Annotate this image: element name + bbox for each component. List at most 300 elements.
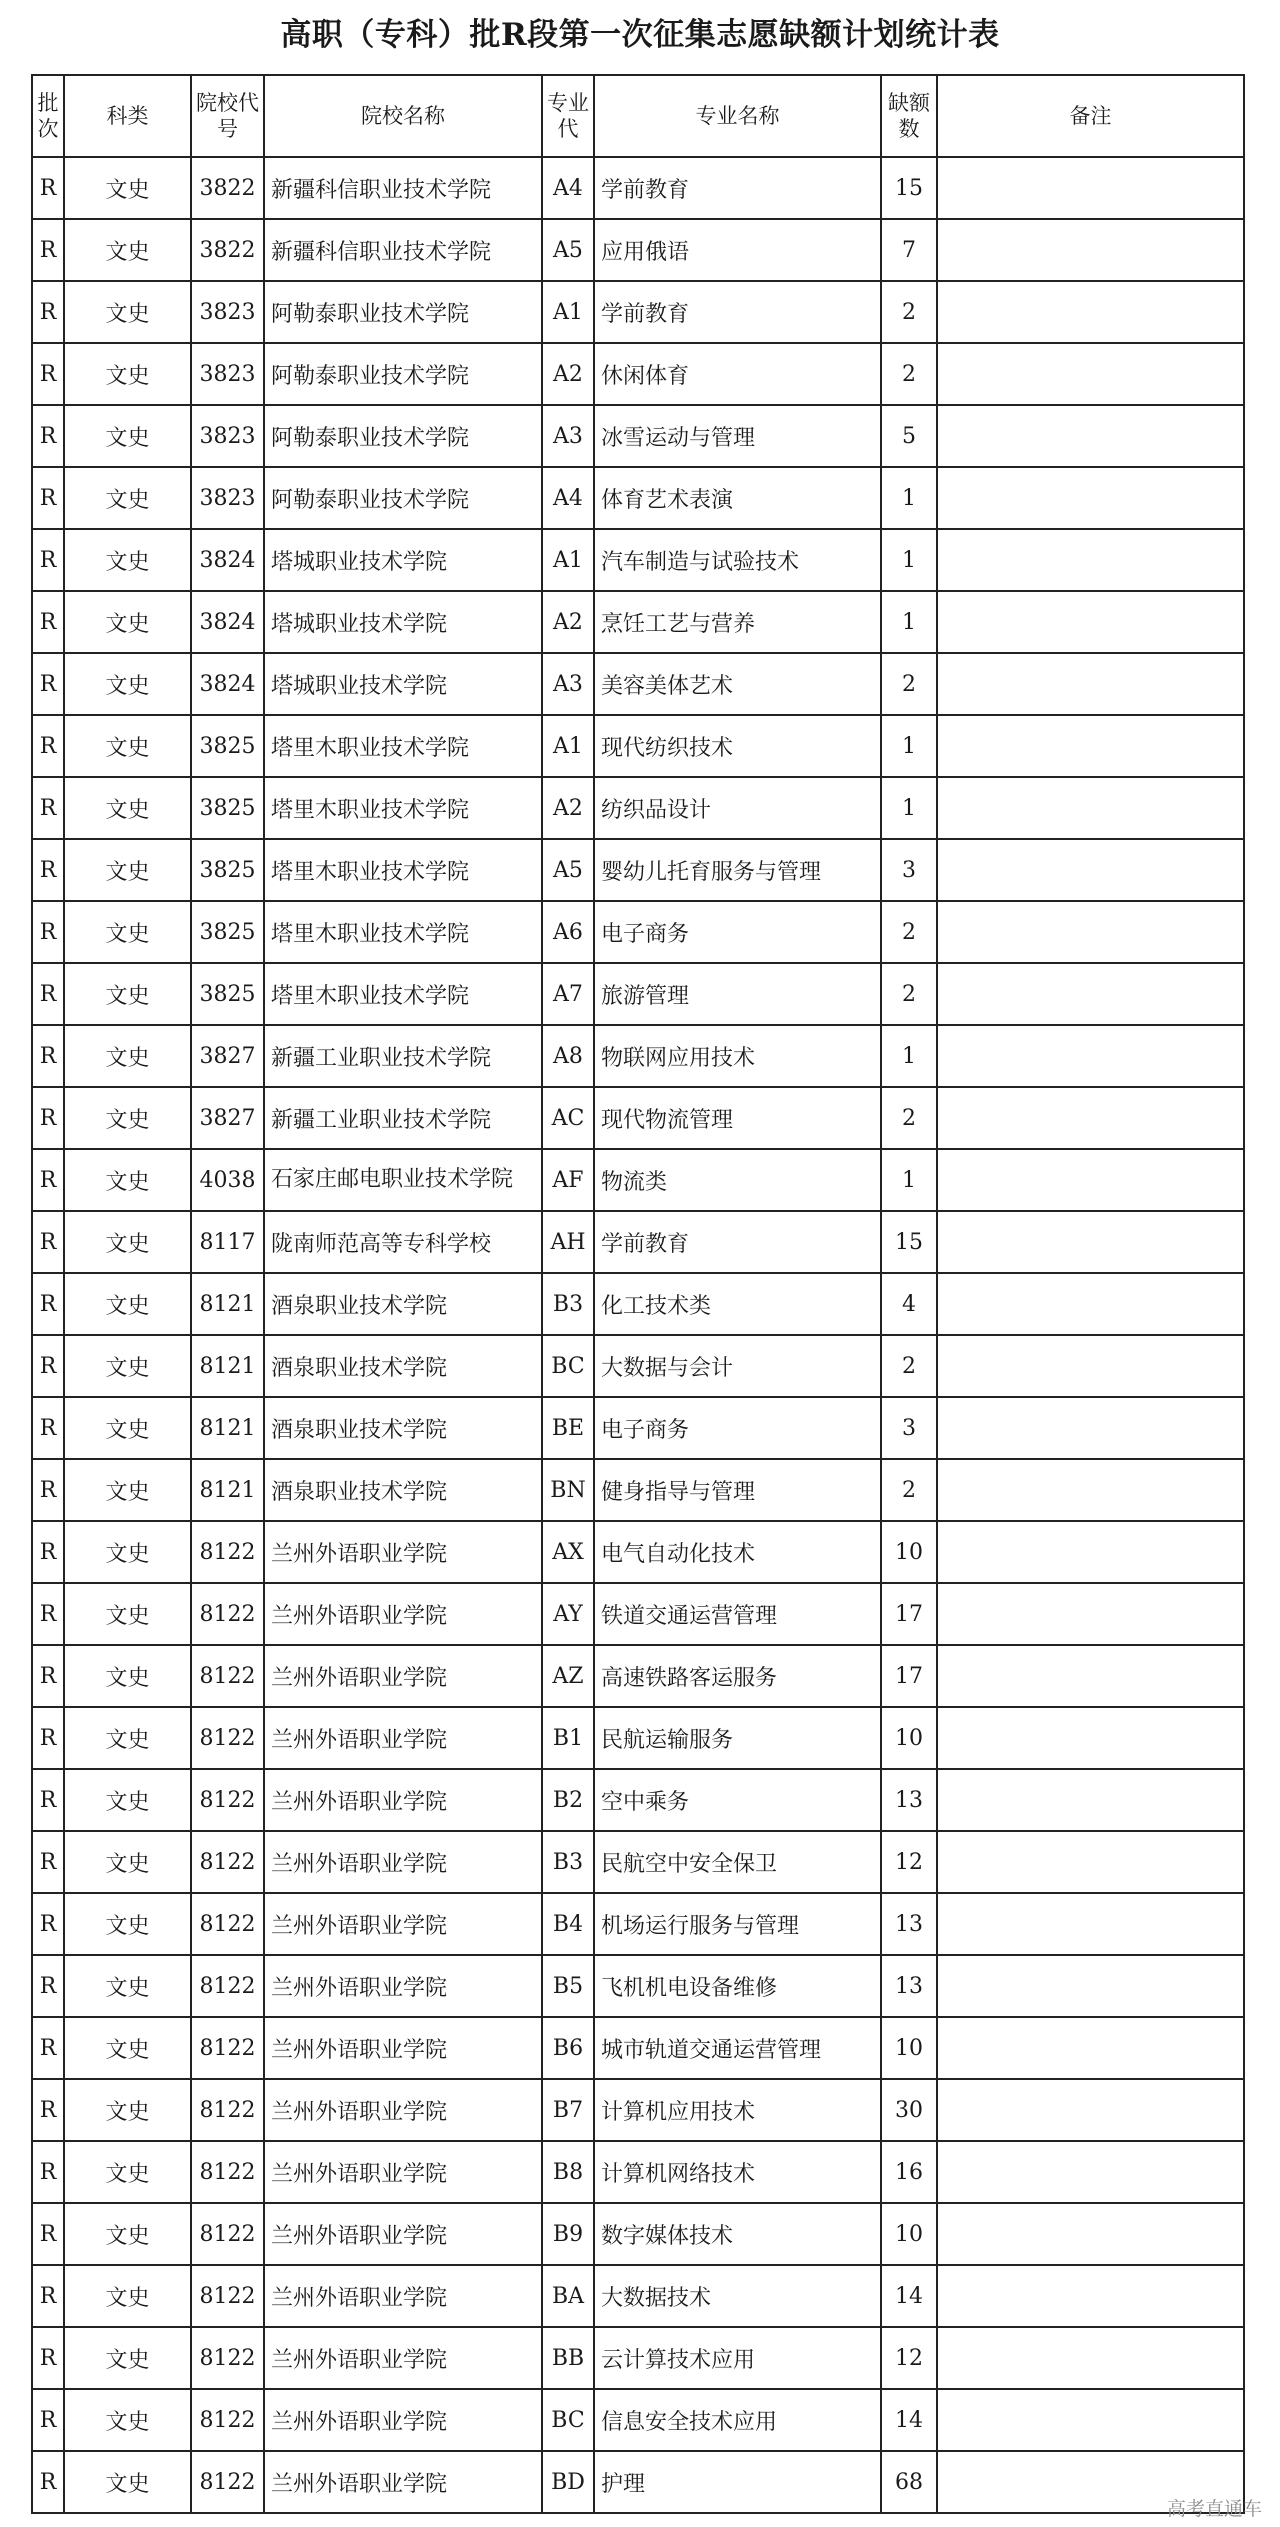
cell-vacancy: 1 — [881, 591, 937, 653]
cell-batch: R — [32, 467, 64, 529]
cell-school-code: 3827 — [191, 1087, 264, 1149]
cell-major-code: AC — [542, 1087, 594, 1149]
cell-category: 文史 — [64, 1955, 191, 2017]
cell-school-code: 8117 — [191, 1211, 264, 1273]
cell-category: 文史 — [64, 1645, 191, 1707]
cell-category: 文史 — [64, 343, 191, 405]
cell-vacancy: 2 — [881, 1459, 937, 1521]
cell-school-name: 酒泉职业技术学院 — [264, 1459, 542, 1521]
cell-batch: R — [32, 715, 64, 777]
cell-school-name: 陇南师范高等专科学校 — [264, 1211, 542, 1273]
table-row — [32, 281, 1244, 343]
cell-school-code: 8122 — [191, 1831, 264, 1893]
cell-remark — [937, 1521, 1244, 1583]
cell-school-code: 3827 — [191, 1025, 264, 1087]
cell-major-name: 旅游管理 — [594, 963, 881, 1025]
cell-category: 文史 — [64, 2327, 191, 2389]
cell-remark — [937, 2327, 1244, 2389]
cell-school-code: 8121 — [191, 1273, 264, 1335]
cell-major-name: 大数据技术 — [594, 2265, 881, 2327]
table-row — [32, 1087, 1244, 1149]
cell-vacancy: 15 — [881, 157, 937, 219]
cell-vacancy: 14 — [881, 2265, 937, 2327]
cell-school-code: 3823 — [191, 281, 264, 343]
cell-major-code: A4 — [542, 467, 594, 529]
cell-batch: R — [32, 343, 64, 405]
cell-batch: R — [32, 1893, 64, 1955]
table-row — [32, 2327, 1244, 2389]
cell-major-code: B2 — [542, 1769, 594, 1831]
cell-school-name: 塔里木职业技术学院 — [264, 901, 542, 963]
cell-vacancy: 12 — [881, 1831, 937, 1893]
cell-major-code: A4 — [542, 157, 594, 219]
cell-major-code: B7 — [542, 2079, 594, 2141]
cell-school-code: 3824 — [191, 653, 264, 715]
cell-school-code: 4038 — [191, 1149, 264, 1211]
cell-major-name: 健身指导与管理 — [594, 1459, 881, 1521]
cell-major-name: 物联网应用技术 — [594, 1025, 881, 1087]
cell-major-code: AX — [542, 1521, 594, 1583]
cell-batch: R — [32, 1707, 64, 1769]
cell-major-code: B9 — [542, 2203, 594, 2265]
cell-remark — [937, 1769, 1244, 1831]
cell-category: 文史 — [64, 715, 191, 777]
cell-batch: R — [32, 2327, 64, 2389]
cell-batch: R — [32, 2451, 64, 2513]
cell-school-code: 8122 — [191, 2389, 264, 2451]
cell-school-code: 8122 — [191, 1521, 264, 1583]
cell-remark — [937, 963, 1244, 1025]
table-row — [32, 715, 1244, 777]
cell-school-code: 3823 — [191, 343, 264, 405]
cell-category: 文史 — [64, 1583, 191, 1645]
table-row — [32, 591, 1244, 653]
cell-major-name: 电子商务 — [594, 901, 881, 963]
cell-school-name: 阿勒泰职业技术学院 — [264, 343, 542, 405]
cell-vacancy: 17 — [881, 1645, 937, 1707]
cell-major-name: 信息安全技术应用 — [594, 2389, 881, 2451]
cell-school-name: 新疆科信职业技术学院 — [264, 219, 542, 281]
cell-batch: R — [32, 901, 64, 963]
cell-batch: R — [32, 653, 64, 715]
cell-vacancy: 14 — [881, 2389, 937, 2451]
table-row — [32, 1025, 1244, 1087]
header-school-name: 院校名称 — [264, 75, 542, 157]
cell-school-name: 塔城职业技术学院 — [264, 653, 542, 715]
cell-vacancy: 2 — [881, 343, 937, 405]
cell-vacancy: 2 — [881, 1335, 937, 1397]
cell-major-code: BN — [542, 1459, 594, 1521]
cell-school-name: 塔里木职业技术学院 — [264, 715, 542, 777]
cell-school-name: 兰州外语职业学院 — [264, 2203, 542, 2265]
cell-school-code: 8122 — [191, 1583, 264, 1645]
cell-vacancy: 3 — [881, 839, 937, 901]
table-row — [32, 2141, 1244, 2203]
cell-remark — [937, 1955, 1244, 2017]
cell-batch: R — [32, 281, 64, 343]
cell-remark — [937, 1211, 1244, 1273]
cell-major-code: A2 — [542, 777, 594, 839]
cell-major-code: B6 — [542, 2017, 594, 2079]
cell-major-code: AF — [542, 1149, 594, 1211]
cell-major-name: 城市轨道交通运营管理 — [594, 2017, 881, 2079]
cell-batch: R — [32, 405, 64, 467]
cell-category: 文史 — [64, 1025, 191, 1087]
table-row — [32, 1893, 1244, 1955]
cell-category: 文史 — [64, 1769, 191, 1831]
table-row — [32, 2017, 1244, 2079]
table-row — [32, 1955, 1244, 2017]
cell-school-code: 3825 — [191, 839, 264, 901]
cell-major-name: 高速铁路客运服务 — [594, 1645, 881, 1707]
cell-school-code: 3823 — [191, 467, 264, 529]
cell-school-code: 8122 — [191, 1645, 264, 1707]
cell-remark — [937, 529, 1244, 591]
cell-vacancy: 12 — [881, 2327, 937, 2389]
cell-major-name: 电子商务 — [594, 1397, 881, 1459]
cell-major-name: 应用俄语 — [594, 219, 881, 281]
cell-major-name: 飞机机电设备维修 — [594, 1955, 881, 2017]
cell-category: 文史 — [64, 963, 191, 1025]
cell-batch: R — [32, 2389, 64, 2451]
cell-major-name: 机场运行服务与管理 — [594, 1893, 881, 1955]
cell-remark — [937, 2389, 1244, 2451]
cell-batch: R — [32, 1645, 64, 1707]
header-category: 科类 — [64, 75, 191, 157]
table-row — [32, 2203, 1244, 2265]
header-major-name: 专业名称 — [594, 75, 881, 157]
cell-school-name: 兰州外语职业学院 — [264, 2389, 542, 2451]
cell-school-code: 3825 — [191, 715, 264, 777]
cell-category: 文史 — [64, 281, 191, 343]
cell-category: 文史 — [64, 529, 191, 591]
header-batch: 批次 — [32, 75, 64, 157]
cell-batch: R — [32, 1211, 64, 1273]
cell-school-name: 兰州外语职业学院 — [264, 2265, 542, 2327]
cell-major-name: 现代物流管理 — [594, 1087, 881, 1149]
cell-batch: R — [32, 1025, 64, 1087]
cell-category: 文史 — [64, 653, 191, 715]
cell-school-name: 兰州外语职业学院 — [264, 1645, 542, 1707]
cell-major-code: AZ — [542, 1645, 594, 1707]
table-row — [32, 1831, 1244, 1893]
cell-school-name: 兰州外语职业学院 — [264, 1769, 542, 1831]
cell-school-code: 8121 — [191, 1397, 264, 1459]
cell-vacancy: 7 — [881, 219, 937, 281]
table-row — [32, 653, 1244, 715]
cell-school-name: 酒泉职业技术学院 — [264, 1335, 542, 1397]
cell-vacancy: 13 — [881, 1769, 937, 1831]
cell-vacancy: 2 — [881, 963, 937, 1025]
cell-school-name: 塔城职业技术学院 — [264, 591, 542, 653]
table-header-row — [32, 75, 1244, 157]
cell-school-name: 兰州外语职业学院 — [264, 2079, 542, 2141]
cell-category: 文史 — [64, 1893, 191, 1955]
cell-batch: R — [32, 1087, 64, 1149]
cell-school-code: 3823 — [191, 405, 264, 467]
table-row — [32, 1273, 1244, 1335]
cell-vacancy: 16 — [881, 2141, 937, 2203]
cell-category: 文史 — [64, 839, 191, 901]
cell-major-code: BD — [542, 2451, 594, 2513]
cell-vacancy: 2 — [881, 281, 937, 343]
table-row — [32, 2265, 1244, 2327]
cell-remark — [937, 1893, 1244, 1955]
cell-school-code: 8122 — [191, 1769, 264, 1831]
vacancy-table — [31, 74, 1245, 2514]
table-row — [32, 2451, 1244, 2513]
cell-category: 文史 — [64, 1087, 191, 1149]
cell-school-name: 新疆科信职业技术学院 — [264, 157, 542, 219]
cell-remark — [937, 467, 1244, 529]
cell-remark — [937, 715, 1244, 777]
cell-school-name: 兰州外语职业学院 — [264, 2327, 542, 2389]
cell-school-name: 兰州外语职业学院 — [264, 1831, 542, 1893]
cell-major-name: 民航运输服务 — [594, 1707, 881, 1769]
cell-school-name: 阿勒泰职业技术学院 — [264, 281, 542, 343]
cell-major-name: 铁道交通运营管理 — [594, 1583, 881, 1645]
cell-major-name: 学前教育 — [594, 281, 881, 343]
cell-remark — [937, 1831, 1244, 1893]
cell-vacancy: 1 — [881, 1149, 937, 1211]
cell-batch: R — [32, 1149, 64, 1211]
cell-category: 文史 — [64, 1335, 191, 1397]
cell-vacancy: 1 — [881, 777, 937, 839]
cell-batch: R — [32, 2141, 64, 2203]
cell-batch: R — [32, 1459, 64, 1521]
header-major-code: 专业代 — [542, 75, 594, 157]
cell-remark — [937, 2017, 1244, 2079]
cell-remark — [937, 281, 1244, 343]
cell-category: 文史 — [64, 2203, 191, 2265]
cell-category: 文史 — [64, 1521, 191, 1583]
cell-remark — [937, 2141, 1244, 2203]
cell-major-name: 学前教育 — [594, 157, 881, 219]
cell-remark — [937, 1025, 1244, 1087]
cell-category: 文史 — [64, 901, 191, 963]
table-row — [32, 1149, 1244, 1211]
cell-batch: R — [32, 1769, 64, 1831]
cell-major-name: 计算机应用技术 — [594, 2079, 881, 2141]
cell-vacancy: 1 — [881, 529, 937, 591]
cell-major-name: 民航空中安全保卫 — [594, 1831, 881, 1893]
cell-batch: R — [32, 219, 64, 281]
cell-major-name: 护理 — [594, 2451, 881, 2513]
cell-school-name: 兰州外语职业学院 — [264, 1893, 542, 1955]
cell-vacancy: 2 — [881, 901, 937, 963]
cell-major-name: 数字媒体技术 — [594, 2203, 881, 2265]
cell-vacancy: 13 — [881, 1893, 937, 1955]
cell-major-code: BB — [542, 2327, 594, 2389]
cell-major-name: 休闲体育 — [594, 343, 881, 405]
cell-batch: R — [32, 157, 64, 219]
cell-school-name: 兰州外语职业学院 — [264, 1707, 542, 1769]
cell-major-code: A2 — [542, 343, 594, 405]
cell-remark — [937, 591, 1244, 653]
cell-major-code: A2 — [542, 591, 594, 653]
cell-major-code: BA — [542, 2265, 594, 2327]
table-row — [32, 343, 1244, 405]
cell-batch: R — [32, 1831, 64, 1893]
cell-school-name: 塔里木职业技术学院 — [264, 963, 542, 1025]
cell-school-code: 8122 — [191, 2327, 264, 2389]
cell-school-name: 塔里木职业技术学院 — [264, 839, 542, 901]
cell-major-code: A1 — [542, 281, 594, 343]
cell-major-code: B3 — [542, 1831, 594, 1893]
cell-major-code: A3 — [542, 653, 594, 715]
cell-vacancy: 1 — [881, 715, 937, 777]
cell-remark — [937, 1459, 1244, 1521]
cell-vacancy: 10 — [881, 1707, 937, 1769]
table-row — [32, 467, 1244, 529]
cell-category: 文史 — [64, 1273, 191, 1335]
cell-major-code: AH — [542, 1211, 594, 1273]
page-title: 高职（专科）批R段第一次征集志愿缺额计划统计表 — [280, 17, 1000, 53]
cell-remark — [937, 405, 1244, 467]
cell-school-code: 3825 — [191, 963, 264, 1025]
cell-school-code: 8121 — [191, 1459, 264, 1521]
cell-major-name: 现代纺织技术 — [594, 715, 881, 777]
table-row — [32, 1583, 1244, 1645]
cell-batch: R — [32, 2265, 64, 2327]
cell-school-code: 8122 — [191, 2451, 264, 2513]
cell-school-name: 阿勒泰职业技术学院 — [264, 467, 542, 529]
cell-remark — [937, 653, 1244, 715]
cell-school-name: 兰州外语职业学院 — [264, 1521, 542, 1583]
cell-major-name: 体育艺术表演 — [594, 467, 881, 529]
cell-major-name: 空中乘务 — [594, 1769, 881, 1831]
cell-category: 文史 — [64, 2079, 191, 2141]
table-row — [32, 157, 1244, 219]
cell-category: 文史 — [64, 2017, 191, 2079]
cell-batch: R — [32, 2017, 64, 2079]
cell-category: 文史 — [64, 467, 191, 529]
cell-major-code: A5 — [542, 219, 594, 281]
cell-major-name: 烹饪工艺与营养 — [594, 591, 881, 653]
cell-major-name: 学前教育 — [594, 1211, 881, 1273]
table-row — [32, 529, 1244, 591]
cell-vacancy: 17 — [881, 1583, 937, 1645]
cell-category: 文史 — [64, 2451, 191, 2513]
cell-vacancy: 1 — [881, 1025, 937, 1087]
cell-major-name: 汽车制造与试验技术 — [594, 529, 881, 591]
cell-category: 文史 — [64, 2265, 191, 2327]
cell-school-code: 8122 — [191, 1893, 264, 1955]
cell-batch: R — [32, 2079, 64, 2141]
cell-school-name: 兰州外语职业学院 — [264, 2141, 542, 2203]
header-vacancy: 缺额数 — [881, 75, 937, 157]
cell-major-name: 计算机网络技术 — [594, 2141, 881, 2203]
cell-category: 文史 — [64, 405, 191, 467]
cell-remark — [937, 1149, 1244, 1211]
cell-vacancy: 3 — [881, 1397, 937, 1459]
cell-major-name: 大数据与会计 — [594, 1335, 881, 1397]
cell-major-code: B4 — [542, 1893, 594, 1955]
cell-major-code: B5 — [542, 1955, 594, 2017]
table-row — [32, 2079, 1244, 2141]
cell-batch: R — [32, 1521, 64, 1583]
cell-batch: R — [32, 591, 64, 653]
cell-school-name: 塔里木职业技术学院 — [264, 777, 542, 839]
cell-remark — [937, 157, 1244, 219]
cell-vacancy: 5 — [881, 405, 937, 467]
cell-remark — [937, 2203, 1244, 2265]
cell-major-name: 婴幼儿托育服务与管理 — [594, 839, 881, 901]
cell-category: 文史 — [64, 591, 191, 653]
cell-school-name: 兰州外语职业学院 — [264, 1955, 542, 2017]
cell-school-name: 兰州外语职业学院 — [264, 2451, 542, 2513]
cell-remark — [937, 1583, 1244, 1645]
cell-major-code: B3 — [542, 1273, 594, 1335]
cell-category: 文史 — [64, 219, 191, 281]
cell-batch: R — [32, 529, 64, 591]
cell-category: 文史 — [64, 1211, 191, 1273]
cell-category: 文史 — [64, 2141, 191, 2203]
header-school-code: 院校代号 — [191, 75, 264, 157]
cell-category: 文史 — [64, 1397, 191, 1459]
cell-school-name: 兰州外语职业学院 — [264, 1583, 542, 1645]
cell-category: 文史 — [64, 157, 191, 219]
cell-school-code: 8122 — [191, 1955, 264, 2017]
cell-batch: R — [32, 1955, 64, 2017]
cell-remark — [937, 1707, 1244, 1769]
cell-vacancy: 13 — [881, 1955, 937, 2017]
cell-vacancy: 2 — [881, 653, 937, 715]
cell-major-name: 纺织品设计 — [594, 777, 881, 839]
cell-major-name: 电气自动化技术 — [594, 1521, 881, 1583]
cell-major-name: 云计算技术应用 — [594, 2327, 881, 2389]
cell-remark — [937, 1335, 1244, 1397]
cell-batch: R — [32, 1335, 64, 1397]
cell-batch: R — [32, 839, 64, 901]
cell-remark — [937, 2265, 1244, 2327]
cell-school-code: 8122 — [191, 2079, 264, 2141]
cell-batch: R — [32, 777, 64, 839]
cell-remark — [937, 1273, 1244, 1335]
cell-school-name-text: 石家庄邮电职业技术学院 — [271, 1167, 514, 1192]
cell-major-name: 美容美体艺术 — [594, 653, 881, 715]
cell-batch: R — [32, 1273, 64, 1335]
table-row — [32, 963, 1244, 1025]
cell-school-code: 3825 — [191, 901, 264, 963]
table-row — [32, 839, 1244, 901]
cell-category: 文史 — [64, 1459, 191, 1521]
table-body — [32, 157, 1244, 2513]
cell-vacancy: 15 — [881, 1211, 937, 1273]
cell-category: 文史 — [64, 2389, 191, 2451]
header-remark: 备注 — [937, 75, 1244, 157]
table-row — [32, 1645, 1244, 1707]
cell-batch: R — [32, 963, 64, 1025]
cell-remark — [937, 1645, 1244, 1707]
cell-vacancy: 4 — [881, 1273, 937, 1335]
cell-major-code: BC — [542, 1335, 594, 1397]
cell-school-name: 酒泉职业技术学院 — [264, 1273, 542, 1335]
cell-major-code: B1 — [542, 1707, 594, 1769]
table-row — [32, 219, 1244, 281]
table-row — [32, 2389, 1244, 2451]
cell-major-code: BC — [542, 2389, 594, 2451]
cell-category: 文史 — [64, 777, 191, 839]
cell-major-code: A3 — [542, 405, 594, 467]
cell-school-name: 阿勒泰职业技术学院 — [264, 405, 542, 467]
cell-school-name: 塔城职业技术学院 — [264, 529, 542, 591]
cell-remark — [937, 343, 1244, 405]
cell-school-code: 8122 — [191, 2017, 264, 2079]
cell-vacancy: 10 — [881, 2017, 937, 2079]
cell-school-name — [264, 1149, 542, 1211]
cell-major-code: B8 — [542, 2141, 594, 2203]
